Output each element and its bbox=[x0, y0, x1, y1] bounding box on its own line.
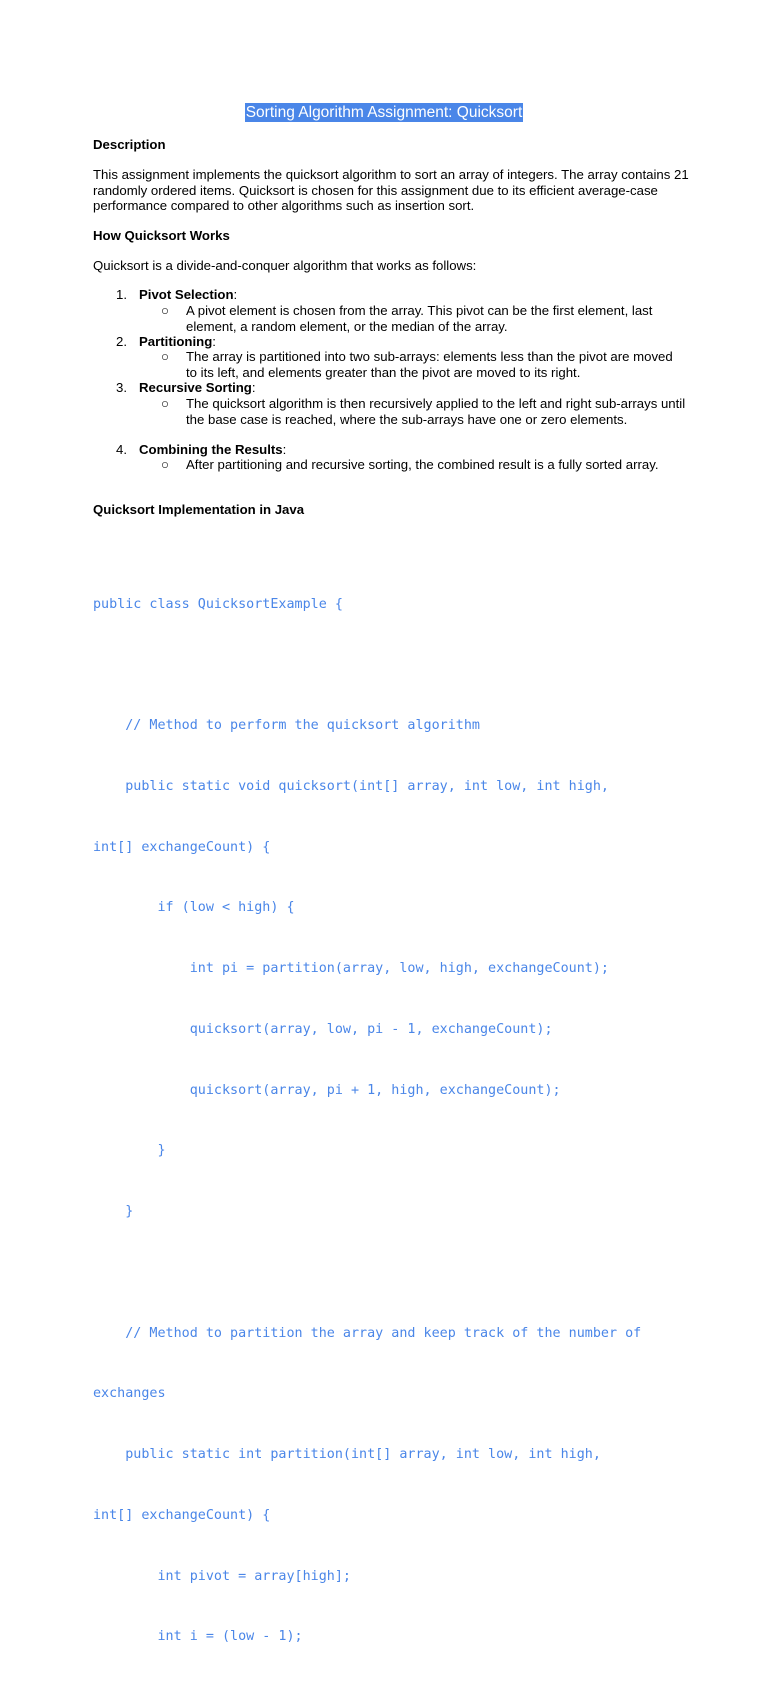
step-4 bbox=[116, 442, 286, 458]
step-2-title: Partitioning bbox=[139, 334, 213, 349]
step-3-number: 3. bbox=[116, 380, 127, 395]
code-line: public class QuicksortExample { bbox=[93, 596, 343, 612]
step-2-number: 2. bbox=[116, 334, 127, 349]
step-4-title: Combining the Results bbox=[139, 442, 283, 457]
code-line: } bbox=[93, 1143, 166, 1159]
step-2-colon: : bbox=[212, 334, 216, 349]
step-3-title: Recursive Sorting bbox=[139, 380, 252, 395]
code-line: int[] exchangeCount) { bbox=[93, 839, 271, 855]
step-1-colon: : bbox=[233, 287, 238, 302]
title-container bbox=[0, 103, 768, 122]
step-1-title: Pivot Selection bbox=[139, 287, 234, 302]
step-1-number: 1. bbox=[116, 287, 127, 302]
code-line: int pivot = array[high]; bbox=[93, 1568, 351, 1584]
document-title: Sorting Algorithm Assignment: Quicksort bbox=[245, 104, 523, 121]
code-line: public static int partition(int[] array, int low, int high, bbox=[93, 1447, 601, 1462]
code-line: exchanges bbox=[93, 1386, 166, 1402]
code-line: public static void quicksort(int[] array, int low, int high, bbox=[93, 778, 609, 794]
step-1 bbox=[116, 287, 237, 303]
step-1-bullet-icon: ○ bbox=[161, 303, 169, 318]
code-line bbox=[93, 655, 641, 675]
java-code-block bbox=[93, 554, 641, 1688]
step-2-bullet-icon: ○ bbox=[161, 349, 169, 364]
step-3-detail: The quicksort algorithm is then recursively applied to the left and right sub-arrays until the base case is reached, where the sub-arrays have one or zero elements. bbox=[186, 396, 686, 427]
code-line bbox=[93, 1263, 641, 1283]
how-quicksort-works-heading: How Quicksort Works bbox=[93, 228, 230, 243]
code-line: } bbox=[93, 1204, 134, 1219]
code-line: if (low < high) { bbox=[93, 900, 295, 916]
code-line: int pi = partition(array, low, high, exchangeCount); bbox=[93, 961, 609, 976]
code-line: quicksort(array, low, pi - 1, exchangeCount); bbox=[93, 1021, 553, 1037]
code-line: // Method to perform the quicksort algorithm bbox=[93, 718, 480, 733]
step-3-bullet-icon: ○ bbox=[161, 396, 169, 411]
how-intro-text: Quicksort is a divide-and-conquer algorithm that works as follows: bbox=[93, 258, 477, 273]
implementation-heading: Quicksort Implementation in Java bbox=[93, 502, 305, 517]
step-4-bullet-icon: ○ bbox=[161, 457, 169, 472]
step-2-detail: The array is partitioned into two sub-arrays: elements less than the pivot are moved to its left, and elements greater than the pivot are moved to its right. bbox=[186, 349, 673, 380]
step-1-detail: A pivot element is chosen from the array. This pivot can be the first element, last element, a random element, or the median of the array. bbox=[186, 303, 653, 334]
step-3-colon: : bbox=[251, 380, 256, 395]
description-heading: Description bbox=[93, 137, 166, 152]
step-2 bbox=[116, 334, 216, 350]
code-line: // Method to partition the array and keep track of the number of bbox=[93, 1325, 642, 1341]
code-line: int i = (low - 1); bbox=[93, 1629, 303, 1645]
code-line: int[] exchangeCount) { bbox=[93, 1507, 271, 1523]
code-line: quicksort(array, pi + 1, high, exchangeCount); bbox=[93, 1082, 561, 1098]
step-4-colon: : bbox=[282, 442, 287, 457]
description-text: This assignment implements the quicksort algorithm to sort an array of integers. The array contains 21 randomly ordered items. Quicksort is chosen for this assignment due to its efficient average-case performance compared to other algorithms such as insertion sort. bbox=[93, 167, 689, 213]
step-4-detail: After partitioning and recursive sorting, the combined result is a fully sorted array. bbox=[186, 457, 659, 472]
step-4-number: 4. bbox=[116, 442, 127, 457]
step-3 bbox=[116, 380, 256, 396]
